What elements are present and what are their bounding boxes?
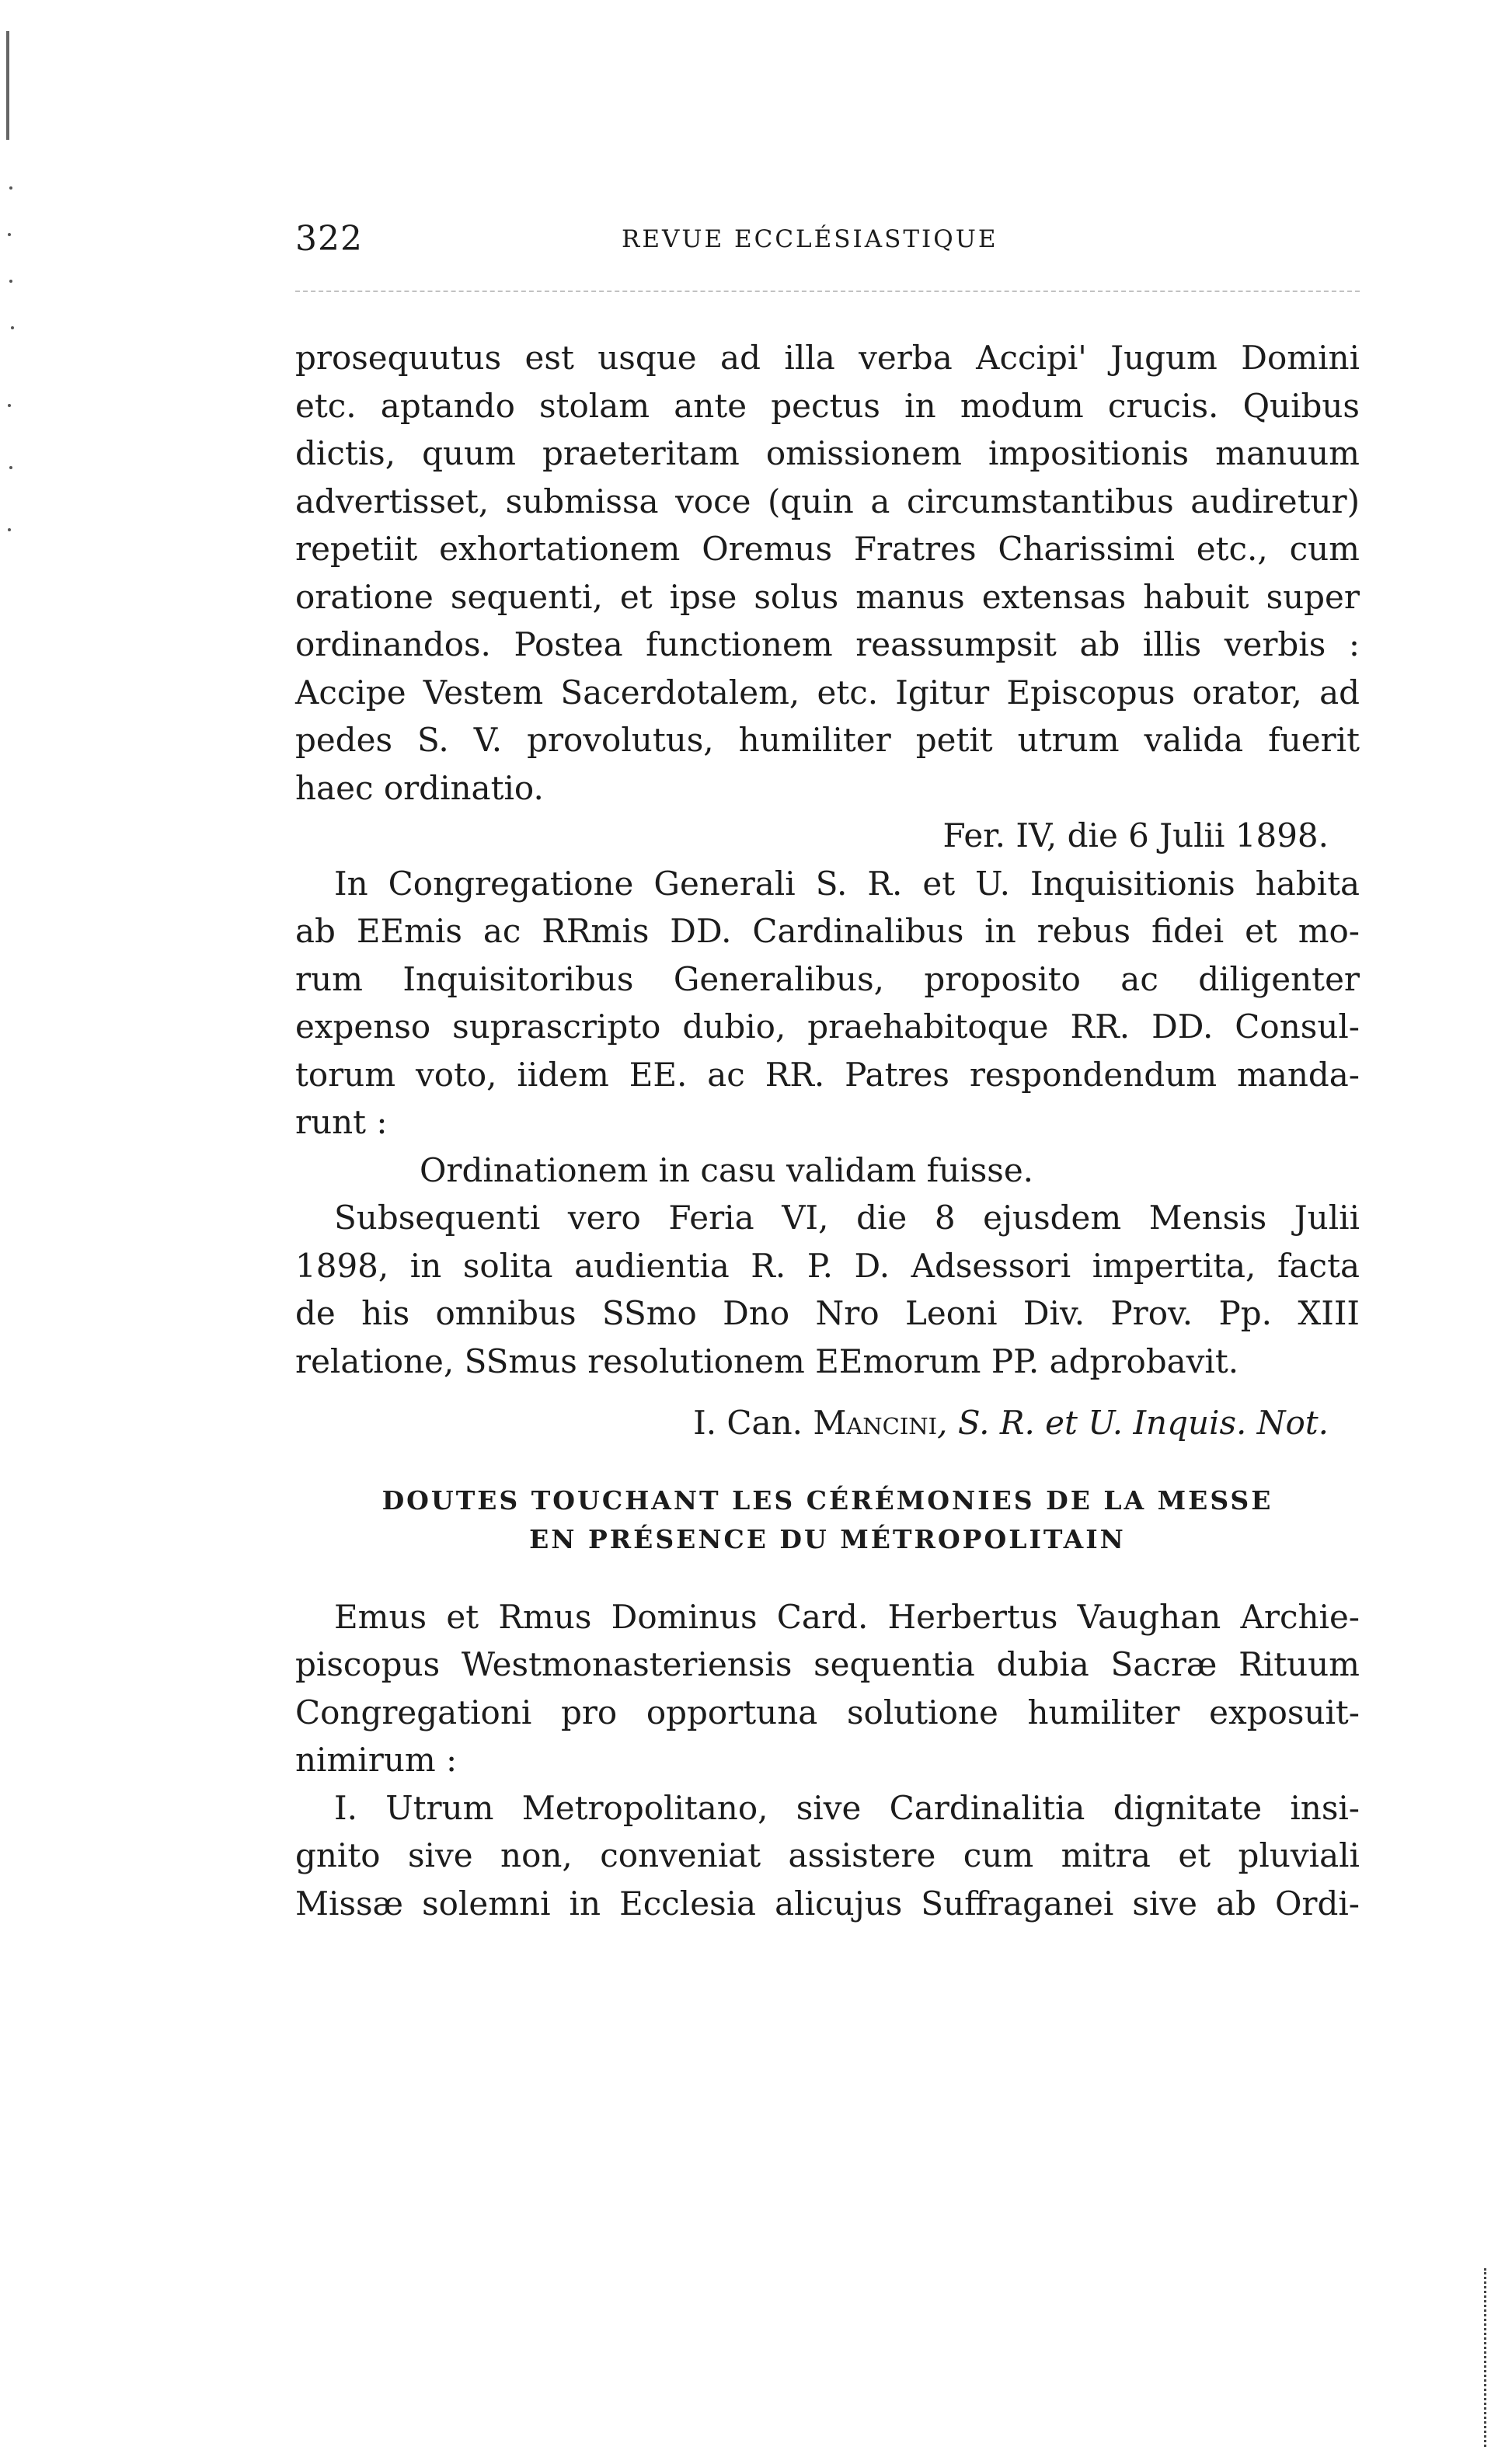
scan-speck	[9, 186, 12, 190]
text-line: oratione sequenti, et ipse solus manus extensas habuit super	[295, 577, 1360, 616]
scan-speck	[8, 233, 11, 236]
text-line: relatione, SSmus resolutionem EEmorum PP. adprobavit.	[295, 1342, 1239, 1380]
text-line: Emus et Rmus Dominus Card. Herbertus Vaughan Archie-	[334, 1597, 1360, 1636]
text-line: advertisset, submissa voce (quin a circumstantibus audiretur)	[295, 482, 1360, 520]
text-line: dictis, quum praeteritam omissionem impositionis manuum	[295, 434, 1360, 472]
text-line: Congregationi pro opportuna solutione humiliter exposuit-	[295, 1693, 1360, 1731]
scan-speck	[9, 280, 12, 283]
paragraph-1	[295, 334, 1360, 812]
text-line: nimirum :	[295, 1741, 458, 1779]
text-line: torum voto, iidem EE. ac RR. Patres respondendum manda-	[295, 1055, 1360, 1094]
paragraph-2	[295, 860, 1360, 1147]
scan-speck	[11, 326, 14, 329]
text-line: etc. aptando stolam ante pectus in modum crucis. Quibus	[295, 386, 1360, 425]
text-line: I. Utrum Metropolitano, sive Cardinalitia dignitate insi-	[334, 1788, 1360, 1827]
scan-speck	[8, 528, 11, 531]
section-title-line: DOUTES TOUCHANT LES CÉRÉMONIES DE LA MESSE	[381, 1484, 1273, 1516]
text-line: In Congregatione Generali S. R. et U. Inquisitionis habita	[334, 864, 1360, 903]
scan-edge-marks	[0, 0, 23, 621]
text-line: Missæ solemni in Ecclesia alicujus Suffraganei sive ab Ordi-	[295, 1884, 1360, 1923]
paragraph-5	[295, 1784, 1360, 1928]
section-title-line: EN PRÉSENCE DU MÉTROPOLITAIN	[529, 1523, 1126, 1554]
text-line: ordinandos. Postea functionem reassumpsit ab illis verbis :	[295, 625, 1360, 663]
text-line: de his omnibus SSmo Dno Nro Leoni Div. Prov. Pp. XIII	[295, 1294, 1360, 1332]
signature-prefix: I. Can.	[693, 1404, 813, 1442]
signature-line	[295, 1399, 1360, 1447]
text-line: piscopus Westmonasteriensis sequentia dubia Sacræ Rituum	[295, 1645, 1360, 1683]
signature-name: Mancini	[813, 1404, 938, 1442]
page-header	[295, 219, 1360, 266]
text-line: gnito sive non, conveniat assistere cum mitra et pluviali	[295, 1836, 1360, 1874]
paragraph-4	[295, 1593, 1360, 1784]
page-number: 322	[295, 219, 363, 259]
text-line: Accipe Vestem Sacerdotalem, etc. Igitur Episcopus orator, ad	[295, 673, 1360, 712]
text-line: 1898, in solita audientia R. P. D. Adsessori impertita, facta	[295, 1246, 1360, 1285]
header-rule	[295, 291, 1360, 292]
scan-edge-right	[1484, 2268, 1494, 2447]
text-line: rum Inquisitoribus Generalibus, proposito ac diligenter	[295, 959, 1360, 998]
text-line: haec ordinatio.	[295, 768, 544, 807]
paragraph-3	[295, 1194, 1360, 1385]
text-line: runt :	[295, 1103, 388, 1141]
text-line: prosequutus est usque ad illa verba Accipi' Jugum Domini	[295, 339, 1360, 377]
text-line: Subsequenti vero Feria VI, die 8 ejusdem Mensis Julii	[334, 1199, 1360, 1237]
running-head: REVUE ECCLÉSIASTIQUE	[622, 225, 998, 253]
text-line: repetiit exhortationem Oremus Fratres Charissimi etc., cum	[295, 530, 1360, 568]
scan-edge-line	[6, 31, 9, 140]
scan-speck	[8, 404, 11, 407]
text-line: ab EEmis ac RRmis DD. Cardinalibus in rebus fidei et mo-	[295, 912, 1360, 950]
scan-speck	[9, 466, 12, 469]
text-line: pedes S. V. provolutus, humiliter petit utrum valida fuerit	[295, 721, 1360, 759]
body-text	[295, 334, 1360, 1927]
date-line: Fer. IV, die 6 Julii 1898.	[942, 816, 1329, 854]
decision-line: Ordinationem in casu validam fuisse.	[420, 1150, 1034, 1189]
signature-suffix: , S. R. et U. Inquis. Not.	[937, 1404, 1329, 1442]
section-title	[295, 1481, 1360, 1559]
text-line: expenso suprascripto dubio, praehabitoque RR. DD. Consul-	[295, 1008, 1360, 1046]
